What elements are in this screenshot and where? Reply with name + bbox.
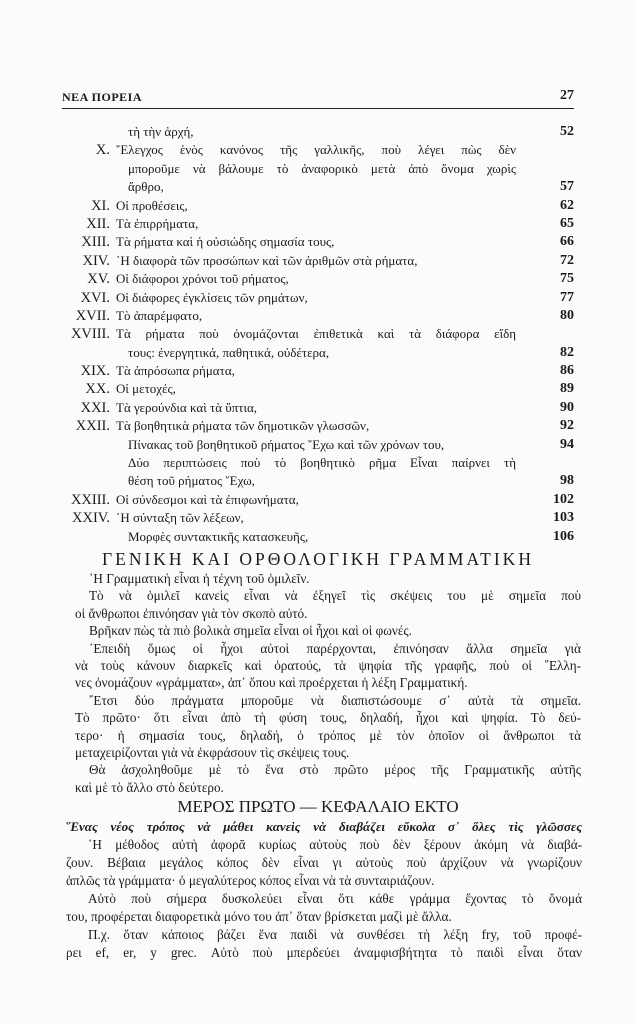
toc-page-number: 94 xyxy=(560,436,574,452)
toc-entry-number: XII. xyxy=(86,215,110,232)
toc-entry-text: ῾Η σύνταξη τῶν λέξεων, xyxy=(116,510,244,526)
toc-entry-text: Δύο περιπτώσεις ποὺ τὸ βοηθητικὸ ρῆμα Εἶναι παίρνει τὴ xyxy=(128,455,516,471)
toc-page-number: 86 xyxy=(560,363,574,379)
toc-entry-line xyxy=(62,233,574,251)
paragraph-line: του, προφέρεται διαφορετικὰ μόνο του ἀπ᾿ ὅταν βρίσκεται μαζὶ μὲ ἄλλα. xyxy=(66,909,452,924)
toc-entry-line xyxy=(62,344,574,362)
toc-entry-number: XIV. xyxy=(82,252,110,269)
toc-entry-text: Τὰ ρήματα καὶ ἡ οὐσιώδης σημασία τους, xyxy=(116,234,335,250)
paragraph-line: νες ὀνομάζουν «γράμματα», ἀπ᾿ ὅπου καὶ προέρχεται ἡ λέξη Γραμματική. xyxy=(75,675,468,691)
toc-page-number: 98 xyxy=(560,473,574,489)
paragraph-line: τερο· ἡ σημασία τους, δηλαδή, ὁ τρόπος μὲ τὸν ὁποῖον οἱ ἄνθρωποι τὰ xyxy=(75,727,581,743)
page-number: 27 xyxy=(560,88,574,103)
toc-entry-text: Τὰ ἐπιρρήματα, xyxy=(116,215,199,231)
toc-entry-text: Οἱ σύνδεσμοι καὶ τὰ ἐπιφωνήματα, xyxy=(116,491,299,507)
toc-entry-line xyxy=(62,362,574,380)
toc-entry-line xyxy=(62,141,574,159)
paragraph-line: ρει ef, er, y grec. Αὐτὸ ποὺ μπερδεύει ἀναμφισβήτητα τὸ παιδὶ εἶναι ὅταν xyxy=(66,945,582,960)
section-body-general-grammar xyxy=(75,570,581,796)
toc-entry-number: XIX. xyxy=(80,363,110,380)
toc-entry-line xyxy=(62,270,574,288)
paragraph-line: Τὸ νὰ ὁμιλεῖ κανεὶς εἶναι νὰ ἐξηγεῖ τὶς σκέψεις του μὲ σημεῖα ποὺ xyxy=(89,588,581,604)
paragraph-line: Αὐτὸ ποὺ σήμερα δυσκολεύει εἶναι ὅτι κάθε γράμμα ἔχοντας τὸ ὄνομά xyxy=(88,891,582,906)
toc-entry-text: ῎Ελεγχος ἑνὸς κανόνος τῆς γαλλικῆς, ποὺ λέγει πὼς δὲν xyxy=(116,142,516,158)
toc-entry-text: ἄρθρο, xyxy=(128,179,164,195)
toc-entry-text: Τὰ ρήματα ποὺ ὀνομάζονται ἐπιθετικὰ καὶ τὰ διάφορα εἴδη xyxy=(116,326,516,342)
toc-page-number: 77 xyxy=(560,289,574,305)
toc-page-number: 62 xyxy=(560,197,574,213)
paragraph-line: μεταχειρίζονται γιὰ νὰ ἐκφράσουν τὶς σκέψεις τους. xyxy=(75,744,350,760)
toc-page-number: 102 xyxy=(553,491,574,507)
toc-entry-line xyxy=(62,491,574,509)
toc-entry-text: Πίνακας τοῦ βοηθητικοῦ ρήματος ῎Εχω καὶ τῶν χρόνων του, xyxy=(128,436,445,452)
toc-entry-line xyxy=(62,380,574,398)
paragraph-line: ζουν. Βέβαια μεγάλος κόπος δὲν εἶναι γι αὐτοὺς ποὺ ἀρχίζουν νὰ γνωρίζουν xyxy=(66,855,582,870)
toc-entry-text: Τὸ ἀπαρέμφατο, xyxy=(116,307,203,323)
toc-page-number: 52 xyxy=(560,124,574,139)
toc-page-number: 106 xyxy=(553,528,574,544)
section-heading-part-one: ΜΕΡΟΣ ΠΡΩΤΟ — ΚΕΦΑΛΑΙΟ ΕΚΤΟ xyxy=(177,797,459,816)
toc-entry-text: Οἱ προθέσεις, xyxy=(116,197,188,213)
toc-entry-line xyxy=(62,472,574,490)
toc-page-number: 80 xyxy=(560,307,574,323)
toc-page-number: 72 xyxy=(560,252,574,268)
toc-entry-number: XVIII. xyxy=(70,326,110,343)
toc-entry-text: Οἱ διάφορες ἐγκλίσεις τῶν ρημάτων, xyxy=(116,289,308,305)
section-body-part-one xyxy=(66,818,582,962)
toc-page-number: 65 xyxy=(560,215,574,231)
toc-entry-text: Τὰ γερούνδια καὶ τὰ ὕπτια, xyxy=(116,399,258,415)
table-of-contents xyxy=(62,123,574,546)
toc-entry-line xyxy=(62,123,574,141)
toc-entry-line xyxy=(62,417,574,435)
toc-page-number: 90 xyxy=(560,399,574,415)
toc-entry-line xyxy=(62,454,574,472)
paragraph-line: καὶ μὲ τὸ ἄλλο στὸ δεύτερο. xyxy=(75,779,224,795)
toc-page-number: 57 xyxy=(560,179,574,195)
toc-entry-text: Οἱ μετοχές, xyxy=(116,381,176,397)
paragraph-line: ῾Η Γραμματικὴ εἶναι ἡ τέχνη τοῦ ὁμιλεῖν. xyxy=(89,571,310,586)
toc-entry-line xyxy=(62,436,574,454)
toc-entry-number: XV. xyxy=(87,271,110,288)
section-heading-general-grammar: ΓΕΝΙΚΗ ΚΑΙ ΟΡΘΟΛΟΓΙΚΗ ΓΡΑΜΜΑΤΙΚΗ xyxy=(102,549,534,569)
paragraph-line: ᾿Επειδὴ ὅμως οἱ ἦχοι αὐτοὶ παρέρχονται, ἐπινόησαν ἄλλα σημεῖα γιὰ xyxy=(89,640,581,656)
paragraph-line: Βρῆκαν πὼς τὰ πιὸ βολικὰ σημεῖα εἶναι οἱ ἦχοι καὶ οἱ φωνές. xyxy=(89,623,412,639)
toc-entry-text: θέση τοῦ ρήματος ῎Εχω, xyxy=(128,473,255,489)
toc-page-number: 103 xyxy=(553,510,574,526)
toc-entry-line xyxy=(62,178,574,196)
toc-entry-text: Τὰ βοηθητικὰ ρήματα τῶν δημοτικῶν γλωσσῶν, xyxy=(116,418,370,434)
paragraph-line: ῾Η μέθοδος αὐτὴ ἀφορᾶ κυρίως αὐτοὺς ποὺ δὲν ξέρουν ἀκόμη νὰ διαβά- xyxy=(88,837,582,852)
toc-entry-line xyxy=(62,325,574,343)
chapter-subtitle: ῞Ενας νέος τρόπος νὰ μάθει κανεὶς νὰ διαβάζει εὔκολα σ᾿ ὅλες τὶς γλῶσσες xyxy=(66,819,582,834)
toc-entry-text: τους: ἐνεργητικά, παθητικά, οὐδέτερα, xyxy=(128,344,330,360)
toc-entry-line xyxy=(62,399,574,417)
toc-entry-text: τὴ τὴν ἀρχή, xyxy=(128,124,194,139)
toc-entry-text: Μορφὲς συντακτικῆς κατασκευῆς, xyxy=(128,528,309,544)
journal-title: ΝΕΑ ΠΟΡΕΙΑ xyxy=(62,90,143,104)
toc-entry-line xyxy=(62,289,574,307)
toc-entry-text: Οἱ διάφοροι χρόνοι τοῦ ρήματος, xyxy=(116,271,289,287)
running-header xyxy=(62,88,574,109)
toc-entry-text: Τὰ ἀπρόσωπα ρήματα, xyxy=(116,363,235,379)
toc-page-number: 92 xyxy=(560,418,574,434)
toc-entry-line xyxy=(62,528,574,546)
toc-entry-line xyxy=(62,160,574,178)
paragraph-line: ἁπλῶς τὰ γράμματα· ὁ μεγαλύτερος κόπος εἶναι νὰ τὰ συνταιριάζουν. xyxy=(66,873,435,888)
paragraph-line: Θὰ ἀσχοληθοῦμε μὲ τὸ ἕνα στὸ πρῶτο μέρος τῆς Γραμματικῆς αὐτῆς xyxy=(89,762,581,778)
paragraph-line: Π.χ. ὅταν κάποιος βάζει ἕνα παιδὶ νὰ συνθέσει τὴ λέξη fry, τοῦ προφέ- xyxy=(88,927,582,942)
paragraph-line: ῎Ετσι δύο πράγματα μποροῦμε νὰ διαπιστώσουμε σ᾿ αὐτὰ τὰ σημεῖα. xyxy=(89,692,581,708)
toc-entry-text: ῾Η διαφορὰ τῶν προσώπων καὶ τῶν ἀριθμῶν στὰ ρήματα, xyxy=(116,252,418,268)
toc-entry-line xyxy=(62,215,574,233)
toc-entry-number: XX. xyxy=(85,381,110,398)
toc-page-number: 89 xyxy=(560,381,574,397)
toc-entry-number: XXIV. xyxy=(72,510,110,527)
toc-entry-number: XVII. xyxy=(75,307,110,324)
toc-entry-number: XXI. xyxy=(80,399,110,416)
paragraph-line: οἱ ἄνθρωποι ἐπινόησαν γιὰ τὸν σκοπὸ αὐτό. xyxy=(75,605,308,621)
toc-entry-line xyxy=(62,252,574,270)
toc-entry-line xyxy=(62,197,574,215)
toc-page-number: 66 xyxy=(560,234,574,250)
paragraph-line: Τὸ πρῶτο· ὅτι εἶναι ἀπὸ τὴ φύση τους, δηλαδή, ἦχοι καὶ ψηφία. Τὸ δεύ- xyxy=(75,710,581,726)
toc-entry-number: X. xyxy=(95,142,110,159)
toc-entry-text: μποροῦμε νὰ βάλουμε τὸ ἀναφορικὸ μετὰ ἀπὸ ὄνομα χωρὶς xyxy=(128,160,516,176)
paragraph-line: νὰ τοὺς κάνουν διαρκεῖς καὶ ὁρατούς, τὰ ψηφία τῆς γραφῆς, ποὺ οἱ ῞Ελλη- xyxy=(75,657,581,673)
toc-page-number: 75 xyxy=(560,271,574,287)
toc-entry-number: XXII. xyxy=(75,418,110,435)
toc-entry-number: XI. xyxy=(91,197,110,214)
toc-entry-number: XXIII. xyxy=(70,491,110,508)
toc-entry-line xyxy=(62,509,574,527)
toc-entry-number: XIII. xyxy=(81,234,110,251)
toc-entry-number: XVI. xyxy=(80,289,110,306)
toc-page-number: 82 xyxy=(560,344,574,360)
toc-entry-line xyxy=(62,307,574,325)
